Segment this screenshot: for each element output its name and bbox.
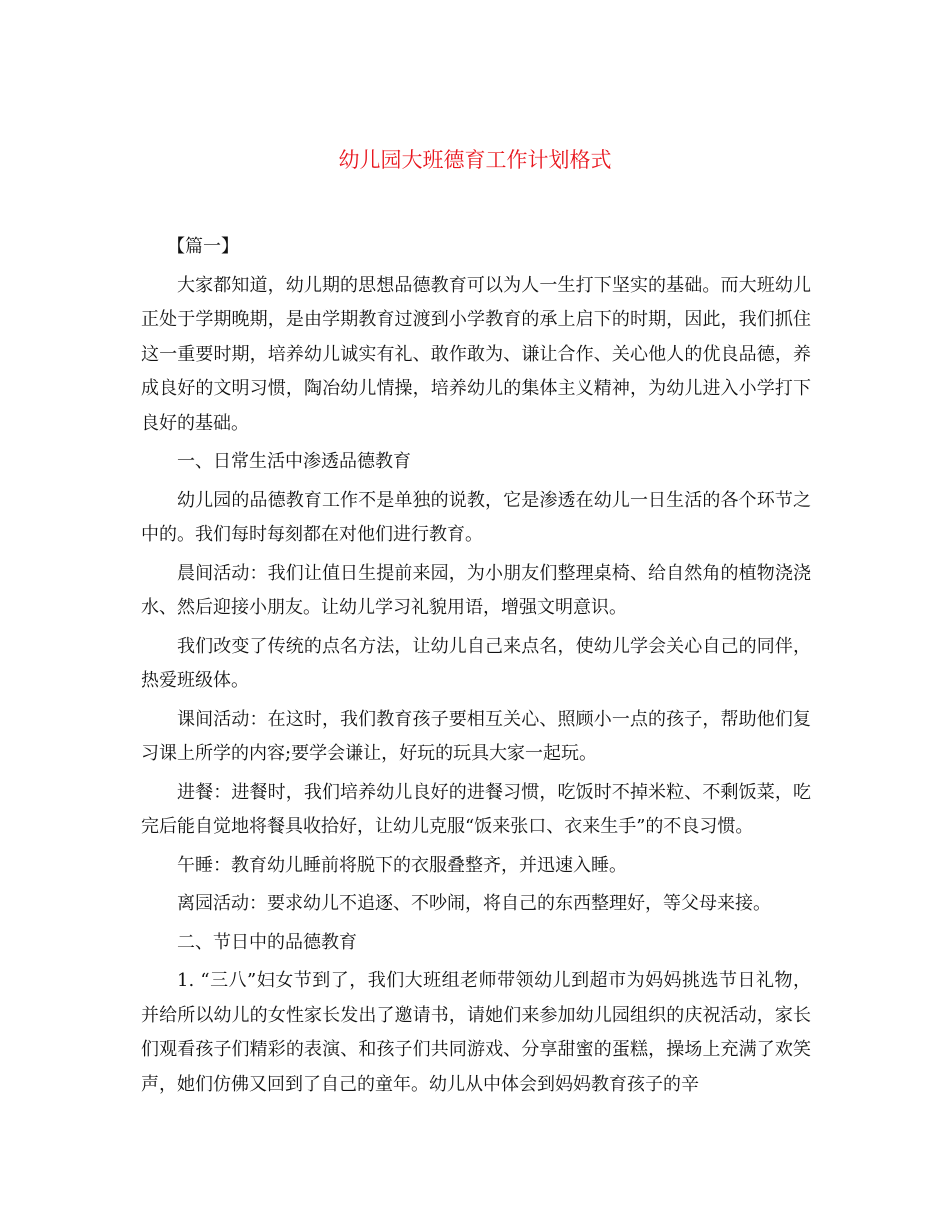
paragraph-intro: 大家都知道，幼儿期的思想品德教育可以为人一生打下坚实的基础。而大班幼儿正处于学期晚期，是由学期教育过渡到小学教育的承上启下的时期，因此，我们抓住这一重要时期，培养幼儿诚实有礼、敢作敢为、谦让合作、关心他人的优良品德，养成良好的文明习惯，陶冶幼儿情操，培养幼儿的集体主义精神，为幼儿进入小学打下良好的基础。 bbox=[141, 274, 811, 434]
paragraph-daily-life: 幼儿园的品德教育工作不是单独的说教，它是渗透在幼儿一日生活的各个环节之中的。我们每时每刻都在对他们进行教育。 bbox=[141, 489, 811, 545]
heading-daily-life: 一、日常生活中渗透品德教育 bbox=[177, 451, 411, 472]
paragraph-morning-activity: 晨间活动：我们让值日生提前来园，为小朋友们整理桌椅、给自然角的植物浇浇水、然后迎接小朋友。让幼儿学习礼貌用语，增强文明意识。 bbox=[141, 562, 811, 618]
heading-holidays: 二、节日中的品德教育 bbox=[177, 931, 357, 953]
section-label: 【篇一】 bbox=[167, 236, 239, 257]
paragraph-nap: 午睡：教育幼儿睡前将脱下的衣服叠整齐，并迅速入睡。 bbox=[177, 854, 627, 876]
paragraph-break-activity: 课间活动：在这时，我们教育孩子要相互关心、照顾小一点的孩子，帮助他们复习课上所学的内容;要学会谦让，好玩的玩具大家一起玩。 bbox=[141, 708, 811, 764]
paragraph-departure: 离园活动：要求幼儿不追逐、不吵闹，将自己的东西整理好，等父母来接。 bbox=[177, 893, 771, 914]
document-title: 幼儿园大班德育工作计划格式 bbox=[338, 148, 612, 172]
document-body bbox=[141, 230, 811, 1106]
paragraph-womens-day: 1. “三八”妇女节到了，我们大班组老师带领幼儿到超市为妈妈挑选节日礼物，并给所以幼儿的女性家长发出了邀请书，请她们来参加幼儿园组织的庆祝活动，家长们观看孩子们精彩的表演、和孩子们共同游戏、分享甜蜜的蛋糕，操场上充满了欢笑声，她们仿佛又回到了自己的童年。幼儿从中体会到妈妈教育孩子的辛 bbox=[141, 970, 811, 1095]
paragraph-roll-call: 我们改变了传统的点名方法，让幼儿自己来点名，使幼儿学会关心自己的同伴，热爱班级体。 bbox=[141, 635, 811, 691]
paragraph-meals: 进餐：进餐时，我们培养幼儿良好的进餐习惯，吃饭时不掉米粒、不剩饭菜，吃完后能自觉地将餐具收拾好，让幼儿克服“饭来张口、衣来生手”的不良习惯。 bbox=[141, 781, 811, 837]
